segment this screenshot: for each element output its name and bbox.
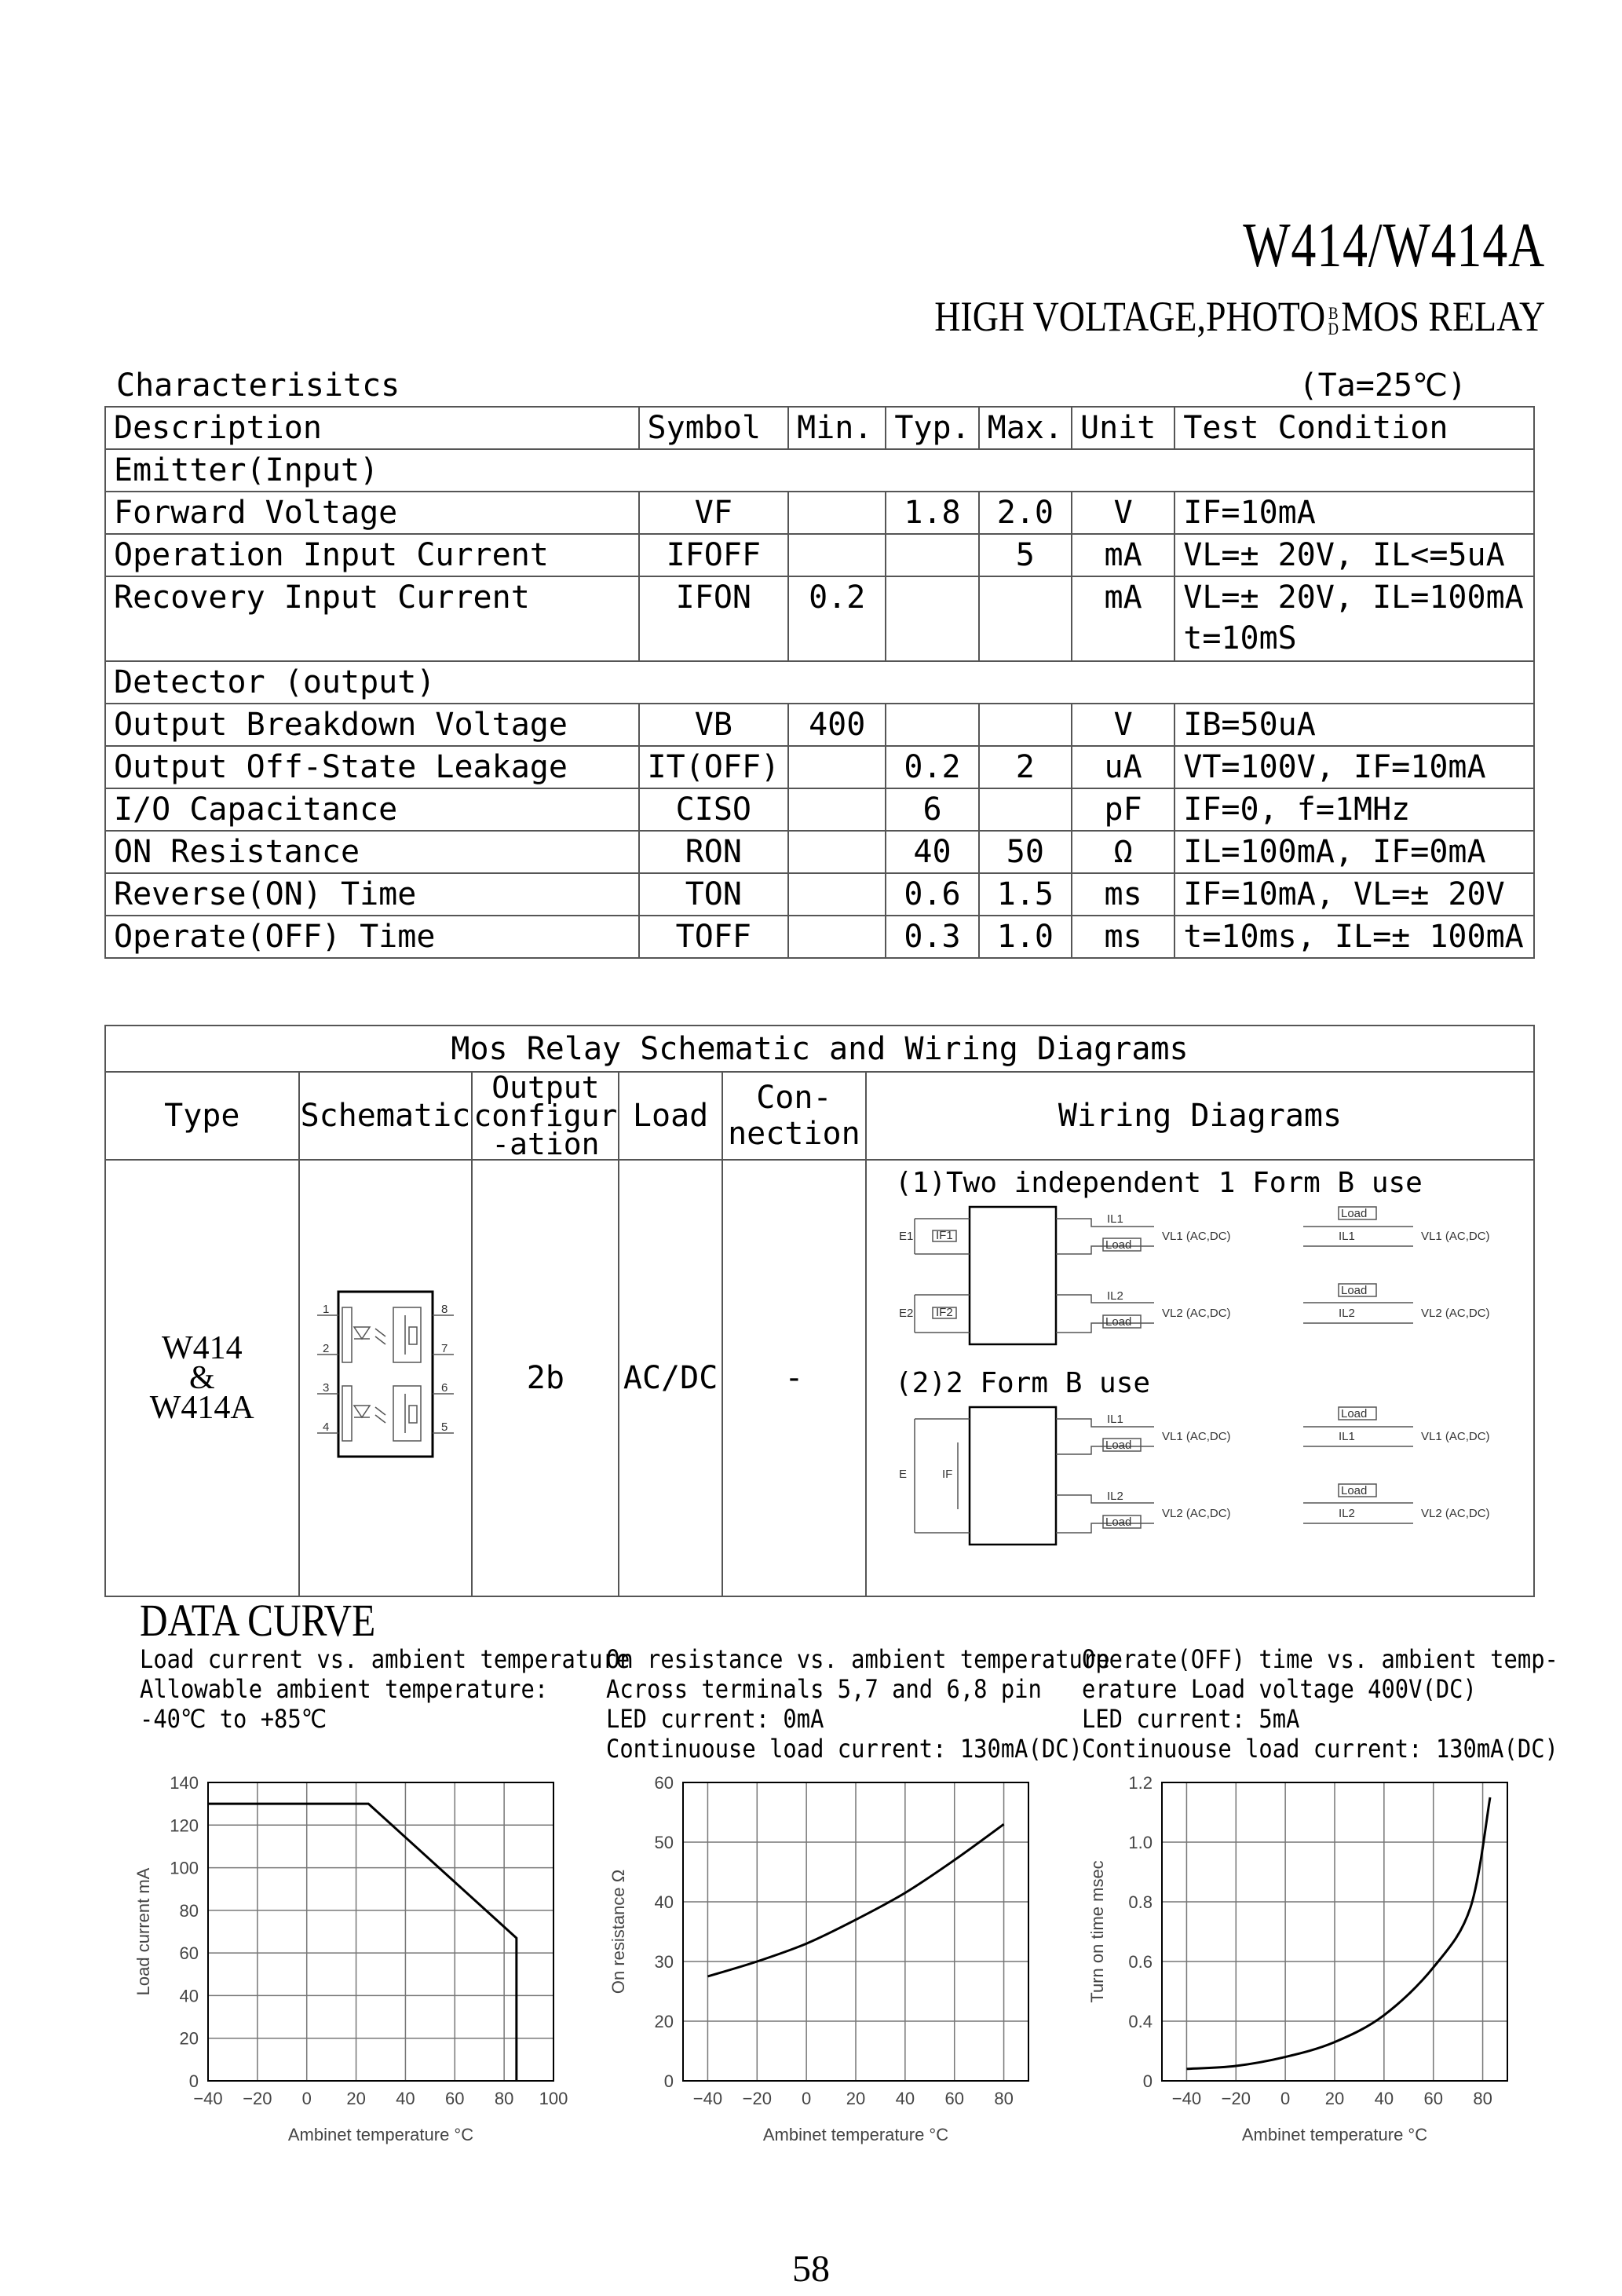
- wiring-label: IF: [941, 1468, 953, 1481]
- x-tick-label: −20: [243, 2089, 272, 2108]
- y-tick-label: 100: [170, 1858, 199, 1878]
- caption-line: -40℃ to +85℃: [140, 1704, 327, 1734]
- x-tick-label: −40: [193, 2089, 223, 2108]
- cell-max: [979, 704, 1072, 746]
- type-line-2: &: [188, 1360, 215, 1396]
- caption-line: erature Load voltage 400V(DC): [1082, 1674, 1477, 1704]
- cell-unit: pF: [1072, 788, 1174, 831]
- wiring-label: VL1 (AC,DC): [1161, 1430, 1231, 1443]
- relay-body-row: [105, 1160, 1534, 1596]
- cell-min: [788, 916, 886, 958]
- y-tick-label: 120: [170, 1815, 199, 1836]
- table-header-row: [105, 407, 1534, 449]
- table-row: [105, 916, 1534, 958]
- cell-min: [788, 831, 886, 873]
- title-bd-mark: [1328, 302, 1339, 338]
- y-tick-label: 20: [179, 2028, 199, 2049]
- cell-cond: IF=10mA: [1174, 492, 1534, 534]
- wiring-diagram-2: [895, 1399, 1523, 1556]
- wiring-label: Load: [1340, 1207, 1368, 1220]
- col-header-wiring: Wiring Diagrams: [866, 1072, 1534, 1160]
- x-axis-label: Ambinet temperature °C: [762, 2125, 949, 2144]
- wiring-label: Load: [1105, 1315, 1132, 1329]
- wiring-label: Load: [1105, 1238, 1132, 1252]
- x-tick-label: −20: [742, 2089, 772, 2108]
- y-tick-label: 0: [663, 2071, 674, 2091]
- col-header: Max.: [979, 407, 1072, 449]
- cell-unit: uA: [1072, 746, 1174, 788]
- page-number: 58: [792, 2248, 830, 2290]
- cell-cond: [1174, 576, 1534, 661]
- type-line-1: W414: [161, 1330, 243, 1366]
- cell-cond: IL=100mA, IF=0mA: [1174, 831, 1534, 873]
- cell-min: [788, 534, 886, 576]
- schematic-pin-label: 8: [440, 1303, 448, 1316]
- title-right: MOS RELAY: [1341, 293, 1545, 340]
- wiring-caption-1: (1)Two independent 1 Form B use: [894, 1167, 1423, 1199]
- wiring-label: IL1: [1338, 1430, 1355, 1443]
- wiring-label: VL1 (AC,DC): [1420, 1430, 1490, 1443]
- wiring-label: Load: [1105, 1439, 1132, 1452]
- col-header-load: Load: [619, 1072, 721, 1160]
- table-row: [105, 534, 1534, 576]
- cell-unit: Ω: [1072, 831, 1174, 873]
- x-tick-label: 0: [802, 2089, 812, 2108]
- x-tick-label: 20: [846, 2089, 866, 2108]
- y-axis-label: Turn on time msec: [1087, 1860, 1107, 2003]
- x-tick-label: 80: [494, 2089, 514, 2108]
- chart-caption-3: [1082, 1644, 1558, 1764]
- ambient-condition: (Ta=25℃): [1299, 367, 1467, 404]
- cell-type: [105, 1160, 299, 1596]
- cell-min: [788, 873, 886, 916]
- plot-frame: [208, 1782, 553, 2081]
- wiring-label: E2: [898, 1307, 914, 1320]
- cell-sym: CISO: [639, 788, 789, 831]
- cell-typ: [886, 704, 978, 746]
- cell-cond: IB=50uA: [1174, 704, 1534, 746]
- relay-title-row: [105, 1026, 1534, 1072]
- caption-line: Operate(OFF) time vs. ambient temp-: [1082, 1644, 1558, 1674]
- wiring-label: Load: [1340, 1484, 1368, 1497]
- caption-line: LED current: 0mA: [606, 1704, 824, 1734]
- cell-unit: ms: [1072, 916, 1174, 958]
- cell-sym: IFON: [639, 576, 789, 661]
- col-header: Symbol: [639, 407, 789, 449]
- document-title: [934, 292, 1545, 341]
- cell-desc: Operate(OFF) Time: [105, 916, 639, 958]
- relay-table: [104, 1025, 1535, 1597]
- characteristics-label: Characterisitcs: [116, 367, 400, 404]
- cell-sym: TON: [639, 873, 789, 916]
- cell-cond: IF=0, f=1MHz: [1174, 788, 1534, 831]
- schematic-pin-label: 1: [322, 1303, 330, 1316]
- cell-output: 2b: [472, 1160, 619, 1596]
- cell-connection: -: [722, 1160, 866, 1596]
- cell-cond: VT=100V, IF=10mA: [1174, 746, 1534, 788]
- wiring-caption-2: (2)2 Form B use: [894, 1367, 1151, 1399]
- cell-typ: 6: [886, 788, 978, 831]
- relay-schematic-diagram: [311, 1272, 460, 1476]
- wiring-label: IL1: [1106, 1212, 1123, 1226]
- cell-desc: ON Resistance: [105, 831, 639, 873]
- y-tick-label: 0.6: [1128, 1952, 1153, 1972]
- wiring-label: VL2 (AC,DC): [1420, 1507, 1490, 1520]
- section-row: [105, 449, 1534, 492]
- conn-line-1: Con-: [756, 1080, 832, 1116]
- col-header: Min.: [788, 407, 886, 449]
- x-axis-label: Ambinet temperature °C: [287, 2125, 474, 2144]
- cell-cond: IF=10mA, VL=± 20V: [1174, 873, 1534, 916]
- chart-caption-1: [140, 1644, 630, 1734]
- y-tick-label: 80: [179, 1900, 199, 1921]
- cell-desc: Operation Input Current: [105, 534, 639, 576]
- y-tick-label: 50: [654, 1833, 674, 1852]
- section-input: Emitter(Input): [105, 449, 1534, 492]
- cell-unit: ms: [1072, 873, 1174, 916]
- cell-min: 400: [788, 704, 886, 746]
- wiring-label: Load: [1340, 1284, 1368, 1297]
- x-tick-label: −20: [1221, 2089, 1251, 2108]
- x-tick-label: 80: [994, 2089, 1014, 2108]
- section-output: Detector (output): [105, 661, 1534, 704]
- cell-sym: VF: [639, 492, 789, 534]
- schematic-pin-label: 3: [322, 1381, 330, 1395]
- wiring-label: Load: [1340, 1407, 1368, 1420]
- y-tick-label: 40: [179, 1986, 199, 2006]
- cell-max: 5: [979, 534, 1072, 576]
- cell-typ: 1.8: [886, 492, 978, 534]
- cell-desc: Output Breakdown Voltage: [105, 704, 639, 746]
- cell-max: 2.0: [979, 492, 1072, 534]
- cell-wiring: [866, 1160, 1534, 1596]
- wiring-label: VL2 (AC,DC): [1420, 1307, 1490, 1320]
- cell-cond: VL=± 20V, IL<=5uA: [1174, 534, 1534, 576]
- col-header-schematic: Schematic: [299, 1072, 473, 1160]
- cell-max: 1.5: [979, 873, 1072, 916]
- x-tick-label: 60: [944, 2089, 964, 2108]
- cell-schematic: [299, 1160, 473, 1596]
- table-row: [105, 492, 1534, 534]
- x-tick-label: −40: [692, 2089, 723, 2108]
- y-tick-label: 0: [188, 2071, 199, 2091]
- cell-desc: Forward Voltage: [105, 492, 639, 534]
- chart-operate-time: [1080, 1767, 1535, 2167]
- schematic-pin-label: 7: [440, 1342, 448, 1355]
- cell-load: AC/DC: [619, 1160, 721, 1596]
- output-line-1: Output: [491, 1070, 600, 1105]
- table-row: [105, 576, 1534, 661]
- wiring-label: IL1: [1106, 1413, 1123, 1426]
- wiring-label: IL2: [1106, 1289, 1123, 1303]
- cell-desc: I/O Capacitance: [105, 788, 639, 831]
- x-tick-label: 40: [396, 2089, 415, 2108]
- cell-min: [788, 746, 886, 788]
- table-row: [105, 746, 1534, 788]
- cell-sym: IFOFF: [639, 534, 789, 576]
- cell-unit: V: [1072, 492, 1174, 534]
- cell-typ: 0.3: [886, 916, 978, 958]
- relay-header-row: [105, 1072, 1534, 1160]
- table-row: [105, 873, 1534, 916]
- wiring-label: Load: [1105, 1515, 1132, 1529]
- cell-max: [979, 576, 1072, 661]
- cell-typ: 40: [886, 831, 978, 873]
- cell-unit: mA: [1072, 576, 1174, 661]
- table-row: [105, 704, 1534, 746]
- relay-title: Mos Relay Schematic and Wiring Diagrams: [105, 1026, 1534, 1072]
- type-line-3: W414A: [149, 1390, 254, 1426]
- col-header: Unit: [1072, 407, 1174, 449]
- cell-cond: t=10ms, IL=± 100mA: [1174, 916, 1534, 958]
- col-header: Test Condition: [1174, 407, 1534, 449]
- cond-line-2: t=10mS: [1183, 620, 1297, 656]
- caption-line: Continuouse load current: 130mA(DC): [1082, 1734, 1558, 1764]
- y-tick-label: 0.4: [1128, 2012, 1153, 2031]
- wiring-label: VL2 (AC,DC): [1161, 1307, 1231, 1320]
- x-tick-label: −40: [1171, 2089, 1202, 2108]
- cell-typ: 0.6: [886, 873, 978, 916]
- wiring-label: VL1 (AC,DC): [1420, 1230, 1490, 1243]
- title-left: HIGH VOLTAGE,PHOTO: [934, 293, 1325, 340]
- chart-caption-2: [606, 1644, 1110, 1764]
- caption-line: Continuouse load current: 130mA(DC): [606, 1734, 1083, 1764]
- y-tick-label: 0.8: [1128, 1892, 1153, 1912]
- series-line: [1186, 1797, 1490, 2069]
- y-axis-label: Load current mA: [133, 1867, 153, 1996]
- schematic-pin-label: 5: [440, 1420, 448, 1434]
- x-tick-label: 80: [1473, 2089, 1492, 2108]
- y-tick-label: 30: [654, 1952, 674, 1972]
- x-tick-label: 60: [1423, 2089, 1443, 2108]
- chart-on-resistance: [601, 1767, 1056, 2167]
- cell-sym: IT(OFF): [639, 746, 789, 788]
- y-tick-label: 0: [1142, 2071, 1153, 2091]
- col-header-output: [472, 1072, 619, 1160]
- cell-typ: [886, 534, 978, 576]
- cell-max: 50: [979, 831, 1072, 873]
- x-tick-label: 40: [1374, 2089, 1394, 2108]
- cell-sym: VB: [639, 704, 789, 746]
- x-tick-label: 20: [346, 2089, 366, 2108]
- col-header: Typ.: [886, 407, 978, 449]
- cell-min: [788, 788, 886, 831]
- x-axis-label: Ambinet temperature °C: [1241, 2125, 1428, 2144]
- wiring-label: IL2: [1338, 1307, 1355, 1320]
- output-line-3: -ation: [491, 1127, 600, 1161]
- cell-unit: mA: [1072, 534, 1174, 576]
- wiring-label: VL1 (AC,DC): [1161, 1230, 1231, 1243]
- wiring-label: IL2: [1338, 1507, 1355, 1520]
- title-small-top: B: [1328, 302, 1339, 323]
- title-small-bottom: D: [1328, 318, 1339, 338]
- chart-load-current: [126, 1767, 581, 2167]
- y-axis-label: On resistance Ω: [608, 1869, 628, 1994]
- wiring-label: IL1: [1338, 1230, 1355, 1243]
- schematic-pin-label: 4: [322, 1420, 330, 1434]
- cell-max: 1.0: [979, 916, 1072, 958]
- schematic-pin-label: 6: [440, 1381, 448, 1395]
- y-tick-label: 140: [170, 1773, 199, 1793]
- wiring-label: E1: [898, 1230, 914, 1243]
- y-tick-label: 20: [654, 2012, 674, 2031]
- cell-desc: Output Off-State Leakage: [105, 746, 639, 788]
- characteristics-table: [104, 406, 1535, 959]
- y-tick-label: 1.0: [1128, 1833, 1153, 1852]
- col-header: Description: [105, 407, 639, 449]
- data-curve-title: DATA CURVE: [140, 1595, 376, 1646]
- cell-typ: 0.2: [886, 746, 978, 788]
- col-header-connection: [722, 1072, 866, 1160]
- cell-desc: Recovery Input Current: [105, 576, 639, 661]
- wiring-label: E: [898, 1468, 907, 1481]
- y-tick-label: 60: [179, 1943, 199, 1964]
- schematic-pin-label: 2: [322, 1342, 330, 1355]
- cell-sym: TOFF: [639, 916, 789, 958]
- x-tick-label: 60: [445, 2089, 465, 2108]
- series-line: [208, 1804, 517, 2081]
- x-tick-label: 100: [539, 2089, 568, 2108]
- table-row: [105, 788, 1534, 831]
- caption-line: Across terminals 5,7 and 6,8 pin: [606, 1674, 1042, 1704]
- wiring-label: IF1: [935, 1229, 953, 1242]
- caption-line: Load current vs. ambient temperature: [140, 1644, 630, 1674]
- part-number: W414/W414A: [1243, 211, 1545, 280]
- x-tick-label: 0: [1280, 2089, 1291, 2108]
- cell-min: [788, 492, 886, 534]
- wiring-label: IL2: [1106, 1490, 1123, 1503]
- caption-line: Allowable ambient temperature:: [140, 1674, 549, 1704]
- cell-typ: [886, 576, 978, 661]
- wiring-label: IF2: [935, 1306, 953, 1319]
- cell-unit: V: [1072, 704, 1174, 746]
- conn-line-2: nection: [728, 1116, 860, 1152]
- cell-min: 0.2: [788, 576, 886, 661]
- wiring-diagram-1: [895, 1199, 1523, 1356]
- wiring-label: VL2 (AC,DC): [1161, 1507, 1231, 1520]
- y-tick-label: 60: [654, 1773, 674, 1793]
- cell-max: [979, 788, 1072, 831]
- cond-line-1: VL=± 20V, IL=100mA: [1183, 579, 1524, 616]
- table-row: [105, 831, 1534, 873]
- x-tick-label: 20: [1324, 2089, 1345, 2108]
- col-header-type: Type: [105, 1072, 299, 1160]
- output-line-2: configur: [473, 1099, 618, 1133]
- x-tick-label: 0: [301, 2089, 312, 2108]
- caption-line: LED current: 5mA: [1082, 1704, 1300, 1734]
- caption-line: On resistance vs. ambient temperature: [606, 1644, 1110, 1674]
- cell-desc: Reverse(ON) Time: [105, 873, 639, 916]
- x-tick-label: 40: [895, 2089, 915, 2108]
- section-row: [105, 661, 1534, 704]
- cell-sym: RON: [639, 831, 789, 873]
- cell-max: 2: [979, 746, 1072, 788]
- y-tick-label: 1.2: [1128, 1773, 1153, 1793]
- y-tick-label: 40: [654, 1892, 674, 1912]
